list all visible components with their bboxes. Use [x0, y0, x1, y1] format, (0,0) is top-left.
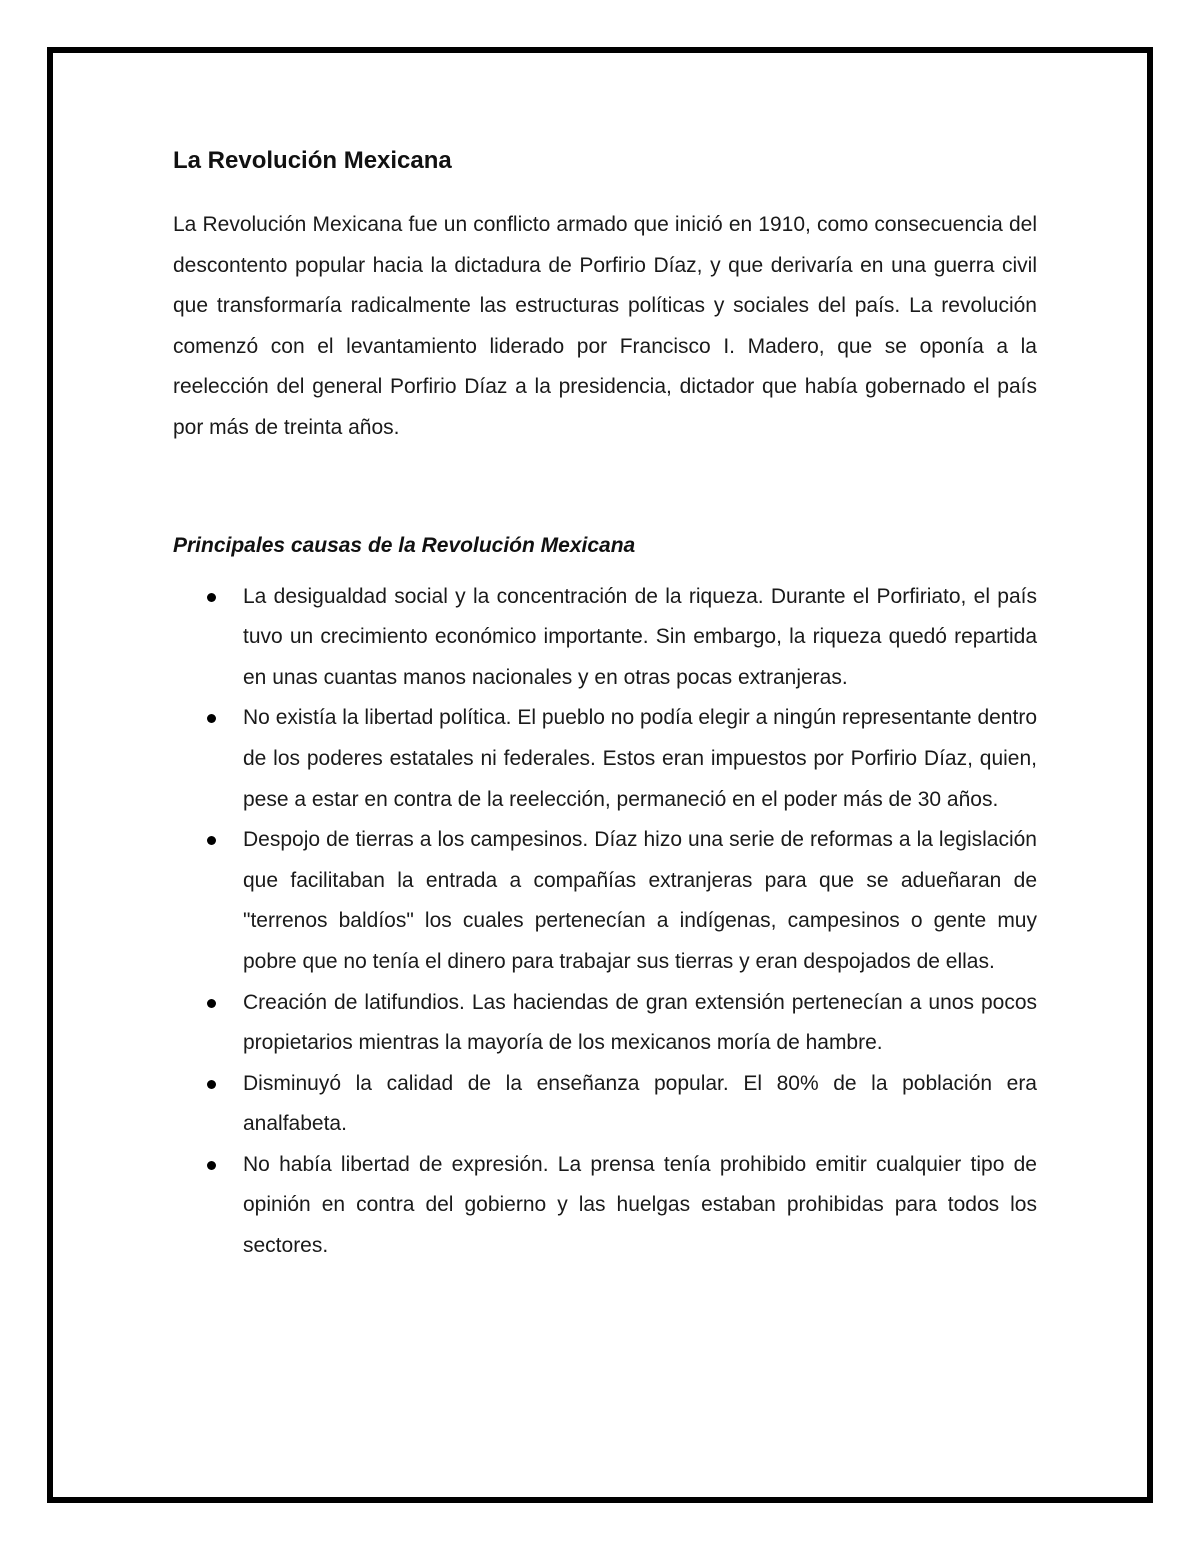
document-body	[173, 141, 1037, 1267]
list-item	[173, 820, 1037, 982]
list-item	[173, 983, 1037, 1064]
document-title: La Revolución Mexicana	[173, 147, 452, 174]
list-item	[173, 698, 1037, 820]
list-item	[173, 1145, 1037, 1267]
list-item-text: Despojo de tierras a los campesinos. Díaz hizo una serie de reformas a la legislación que facilitaban la entrada a compañías extranjeras para que se adueñaran de "terrenos baldíos" los cuales pertenecían a indígenas, campesinos o gente muy pobre que no tenía el dinero para trabajar sus tierras y eran despojados de ellas.	[243, 828, 1037, 973]
list-item-text: No existía la libertad política. El pueblo no podía elegir a ningún representante dentro de los poderes estatales ni federales. Estos eran impuestos por Porfirio Díaz, quien, pese a estar en contra de la reelección, permaneció en el poder más de 30 años.	[243, 706, 1037, 811]
bullet-icon	[207, 1080, 216, 1089]
bullet-icon	[207, 593, 216, 602]
causes-list	[173, 577, 1037, 1267]
page-border	[47, 47, 1153, 1503]
list-item-text: Disminuyó la calidad de la enseñanza popular. El 80% de la población era analfabeta.	[243, 1071, 1037, 1136]
bullet-icon	[207, 999, 216, 1008]
list-item-text: No había libertad de expresión. La prensa tenía prohibido emitir cualquier tipo de opinión en contra del gobierno y las huelgas estaban prohibidas para todos los sectores.	[243, 1152, 1037, 1258]
list-item	[173, 577, 1037, 699]
list-item	[173, 1064, 1037, 1145]
bullet-icon	[207, 836, 216, 845]
list-item-text: Creación de latifundios. Las haciendas de gran extensión pertenecían a unos pocos propietarios mientras la mayoría de los mexicanos moría de hambre.	[243, 990, 1037, 1055]
bullet-icon	[207, 1161, 216, 1170]
bullet-icon	[207, 714, 216, 723]
list-item-text: La desigualdad social y la concentración de la riqueza. Durante el Porfiriato, el país tuvo un crecimiento económico importante. Sin embargo, la riqueza quedó repartida en unas cuantas manos nacionales y en otras pocas extranjeras.	[243, 584, 1037, 689]
intro-paragraph: La Revolución Mexicana fue un conflicto armado que inició en 1910, como consecuencia del descontento popular hacia la dictadura de Porfirio Díaz, y que derivaría en una guerra civil que transformaría radicalmente las estructuras políticas y sociales del país. La revolución comenzó con el levantamiento liderado por Francisco I. Madero, que se oponía a la reelección del general Porfirio Díaz a la presidencia, dictador que había gobernado el país por más de treinta años.	[173, 213, 1037, 439]
section-heading: Principales causas de la Revolución Mexicana	[173, 533, 636, 557]
